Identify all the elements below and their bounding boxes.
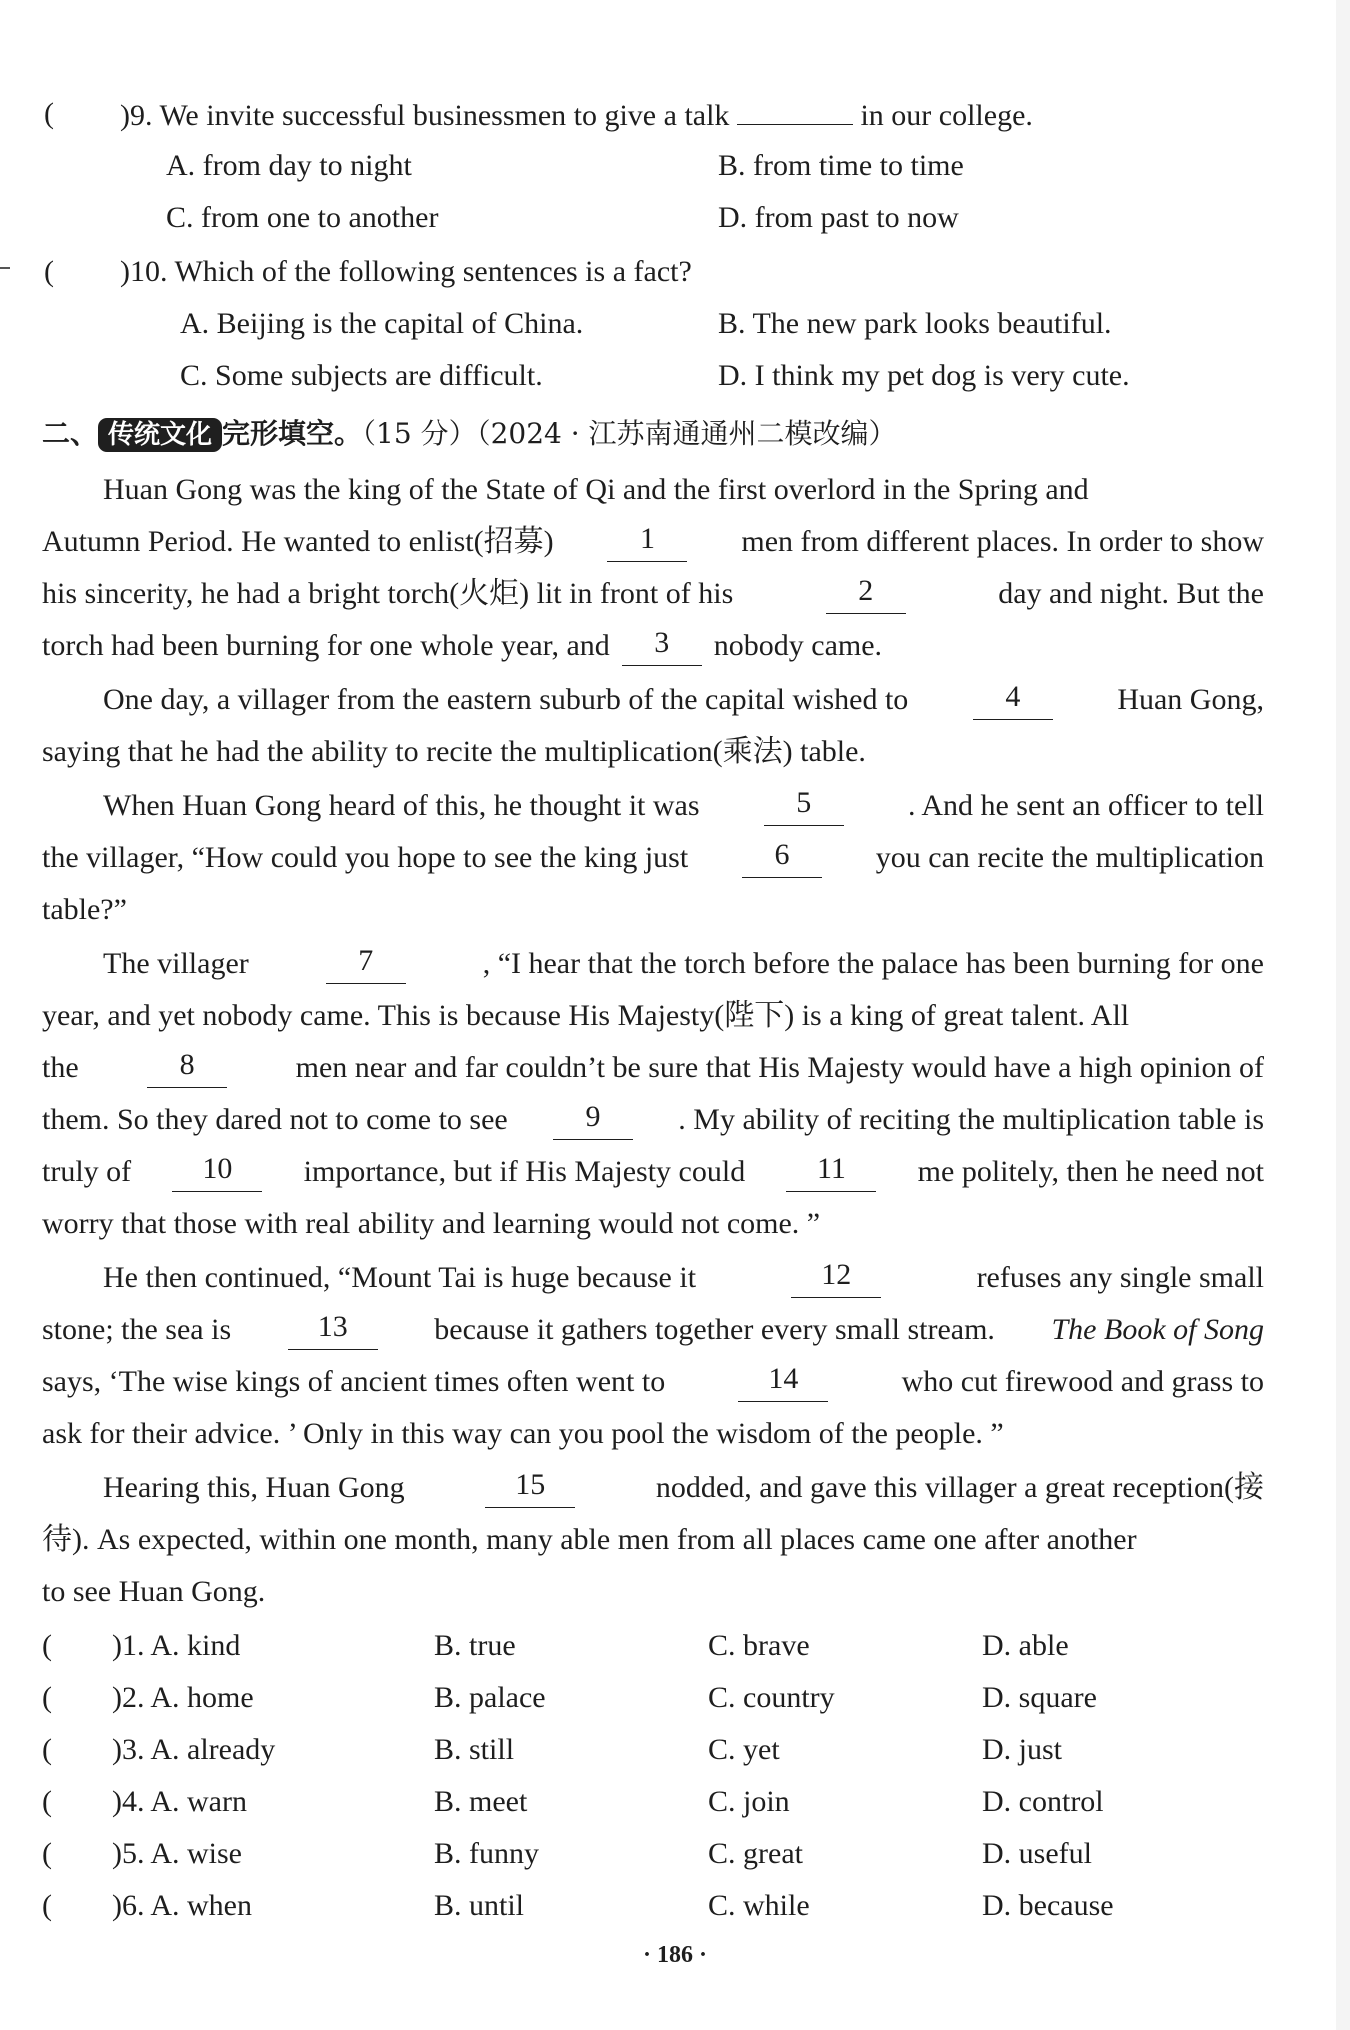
section-meta: （15 分）（2024 · 江苏南通通州二模改编） — [362, 417, 897, 450]
q10-text: Which of the following sentences is a fact? — [174, 255, 692, 288]
passage-text: truly of — [42, 1155, 132, 1188]
choice-paren: ( — [42, 1889, 52, 1922]
choice-option-d: D. control — [982, 1785, 1104, 1818]
passage-line — [42, 996, 1264, 1036]
passage-line — [103, 1468, 1264, 1508]
passage-text: When Huan Gong heard of this, he thought it was — [103, 789, 700, 822]
choice-option-a: )5. A. wise — [112, 1837, 242, 1870]
page-edge-shadow — [1336, 0, 1350, 2030]
choice-option-d: D. square — [982, 1681, 1097, 1714]
q9-blank — [737, 94, 853, 125]
choice-option-b: B. meet — [434, 1785, 528, 1818]
choice-option-d: D. just — [982, 1733, 1063, 1766]
page-number: · 186 · — [642, 1942, 707, 1968]
passage-text: to see Huan Gong. — [42, 1575, 266, 1608]
q10-option-d: D. I think my pet dog is very cute. — [718, 359, 1130, 392]
passage-line — [42, 626, 1264, 666]
passage-text: 待). As expected, within one month, many able men from all places came one after another — [42, 1523, 1137, 1556]
q10-option-a: A. Beijing is the capital of China. — [180, 307, 584, 340]
choice-paren: ( — [42, 1837, 52, 1870]
blank-11: 11 — [786, 1152, 876, 1192]
passage-text: men near and far couldn’t be sure that His Majesty would have a high opinion of — [295, 1051, 1264, 1084]
passage-text: you can recite the multiplication — [875, 841, 1264, 874]
q9-stem: )9. We invite successful businessmen to give a talk in our college. — [120, 94, 1033, 136]
q10-option-c: C. Some subjects are difficult. — [180, 359, 543, 392]
passage-line — [42, 1414, 1264, 1454]
choice-paren: ( — [42, 1785, 52, 1818]
passage-line — [42, 1572, 1264, 1612]
passage-text: ask for their advice. ’ Only in this way can you pool the wisdom of the people. ” — [42, 1417, 1004, 1450]
passage-text: Autumn Period. He wanted to enlist(招募) — [42, 525, 554, 558]
choice-paren: ( — [42, 1733, 52, 1766]
blank-14: 14 — [738, 1362, 828, 1402]
passage-line — [42, 1204, 1264, 1244]
q9-option-a: A. from day to night — [166, 149, 412, 182]
choice-option-c: C. while — [708, 1889, 810, 1922]
q9-text: We invite successful businessmen to give a talk — [159, 99, 730, 132]
blank-9: 9 — [553, 1100, 633, 1140]
choice-option-b: B. funny — [434, 1837, 539, 1870]
passage-text: nodded, and gave this villager a great reception(接 — [655, 1471, 1264, 1504]
passage-text: nobody came. — [713, 629, 883, 662]
choice-paren: ( — [42, 1681, 52, 1714]
passage-line — [42, 732, 1264, 772]
passage-text: who cut firewood and grass to — [901, 1365, 1264, 1398]
passage-line — [42, 1362, 1264, 1402]
passage-text: me politely, then he need not — [917, 1155, 1264, 1188]
q9-option-b: B. from time to time — [718, 149, 964, 182]
q9-option-d: D. from past to now — [718, 201, 959, 234]
passage-text: says, ‘The wise kings of ancient times often went to — [42, 1365, 666, 1398]
q9-paren: ( — [44, 97, 54, 130]
passage-text: the — [42, 1051, 79, 1084]
section-title: 完形填空。 — [222, 417, 363, 450]
passage-line — [103, 680, 1264, 720]
section-prefix: 二、 — [42, 417, 99, 450]
choice-option-b: B. still — [434, 1733, 515, 1766]
passage-line — [42, 1048, 1264, 1088]
passage-text: them. So they dared not to come to see — [42, 1103, 508, 1136]
blank-7: 7 — [326, 944, 406, 984]
choice-option-b: B. until — [434, 1889, 525, 1922]
passage-text: Huan Gong, — [1117, 683, 1264, 716]
passage-text: because it gathers together every small stream. — [434, 1313, 995, 1346]
passage-text: his sincerity, he had a bright torch(火炬) lit in front of his — [42, 577, 734, 610]
choice-option-d: D. useful — [982, 1837, 1092, 1870]
choice-option-a: )2. A. home — [112, 1681, 254, 1714]
choice-option-c: C. yet — [708, 1733, 780, 1766]
passage-line — [42, 1310, 1264, 1350]
blank-8: 8 — [147, 1048, 227, 1088]
blank-5: 5 — [764, 786, 844, 826]
blank-15: 15 — [485, 1468, 575, 1508]
passage-text: . And he sent an officer to tell — [907, 789, 1264, 822]
passage-line — [103, 1258, 1264, 1298]
section-heading — [42, 414, 897, 454]
blank-13: 13 — [288, 1310, 378, 1350]
choice-paren: ( — [42, 1629, 52, 1662]
passage-text: importance, but if His Majesty could — [303, 1155, 746, 1188]
q10-paren: ( — [44, 255, 54, 288]
blank-4: 4 — [973, 680, 1053, 720]
choice-option-a: )3. A. already — [112, 1733, 276, 1766]
passage-text: saying that he had the ability to recite the multiplication(乘法) table. — [42, 735, 866, 768]
passage-line — [42, 1520, 1264, 1560]
passage-line — [42, 890, 1264, 930]
q9-option-c: C. from one to another — [166, 201, 439, 234]
passage-text: the villager, “How could you hope to see the king just — [42, 841, 689, 874]
passage-text: day and night. But the — [998, 577, 1264, 610]
section-tag-badge: 传统文化 — [98, 418, 222, 452]
q9-text-end: in our college. — [860, 99, 1033, 132]
passage-text: table?” — [42, 893, 127, 926]
q10-number: 10. — [130, 255, 168, 288]
blank-2: 2 — [826, 574, 906, 614]
passage-line — [103, 944, 1264, 984]
choice-option-c: C. country — [708, 1681, 835, 1714]
choice-option-d: D. able — [982, 1629, 1069, 1662]
q9-number: 9. — [130, 99, 153, 132]
choice-option-c: C. great — [708, 1837, 803, 1870]
passage-line — [42, 574, 1264, 614]
choice-option-d: D. because — [982, 1889, 1114, 1922]
choice-option-a: )1. A. kind — [112, 1629, 241, 1662]
passage-text: He then continued, “Mount Tai is huge because it — [103, 1261, 697, 1294]
passage-text: refuses any single small — [976, 1261, 1264, 1294]
passage-text: worry that those with real ability and learning would not come. ” — [42, 1207, 821, 1240]
passage-line — [42, 1152, 1264, 1192]
passage-text: , “I hear that the torch before the palace has been burning for one — [482, 947, 1264, 980]
passage-line — [42, 1100, 1264, 1140]
blank-3: 3 — [622, 626, 702, 666]
passage-text: One day, a villager from the eastern suburb of the capital wished to — [103, 683, 909, 716]
blank-6: 6 — [742, 838, 822, 878]
choice-option-c: C. join — [708, 1785, 790, 1818]
passage-text: year, and yet nobody came. This is because His Majesty(陛下) is a king of great talent. All — [42, 999, 1130, 1032]
passage-text: torch had been burning for one whole year, and — [42, 629, 610, 662]
passage-line — [42, 838, 1264, 878]
choice-option-a: )6. A. when — [112, 1889, 252, 1922]
passage-line — [103, 470, 1264, 510]
passage-text: Hearing this, Huan Gong — [103, 1471, 405, 1504]
passage-text: . My ability of reciting the multiplication table is — [678, 1103, 1264, 1136]
passage-text: Huan Gong was the king of the State of Qi and the first overlord in the Spring and — [103, 473, 1089, 506]
choice-option-c: C. brave — [708, 1629, 810, 1662]
choice-option-b: B. true — [434, 1629, 516, 1662]
choice-option-a: )4. A. warn — [112, 1785, 247, 1818]
passage-line — [42, 522, 1264, 562]
choice-option-b: B. palace — [434, 1681, 546, 1714]
passage-text: The villager — [103, 947, 249, 980]
blank-10: 10 — [172, 1152, 262, 1192]
passage-text: The Book of Song — [1051, 1313, 1264, 1346]
passage-text: men from different places. In order to show — [741, 525, 1264, 558]
blank-1: 1 — [607, 522, 687, 562]
q10-option-b: B. The new park looks beautiful. — [718, 307, 1112, 340]
q10-stem: )10. Which of the following sentences is a fact? — [120, 255, 692, 288]
blank-12: 12 — [791, 1258, 881, 1298]
margin-mark — [0, 267, 10, 269]
passage-text: stone; the sea is — [42, 1313, 232, 1346]
passage-line — [103, 786, 1264, 826]
